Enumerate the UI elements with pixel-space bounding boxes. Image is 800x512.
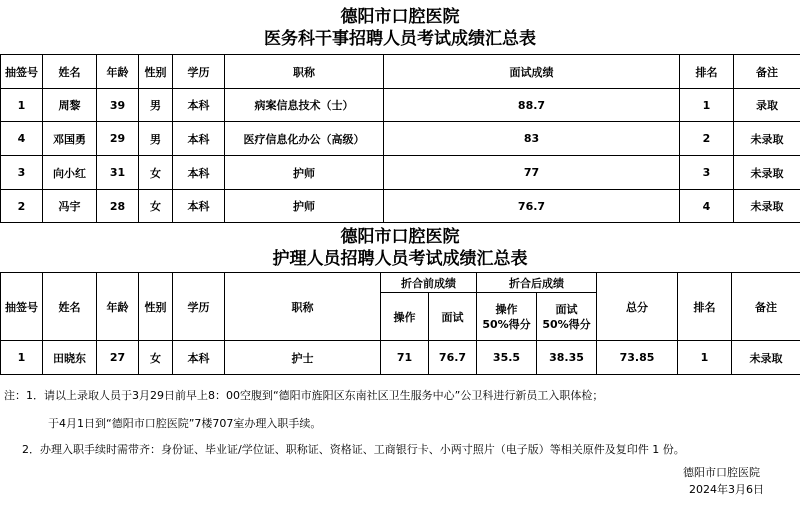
t2-h-sex: 性别 xyxy=(139,273,173,341)
cell: 29 xyxy=(97,122,139,156)
cell: 27 xyxy=(97,341,139,375)
t2-h-op50: 操作 50%得分 xyxy=(477,293,537,341)
t2-h-rank: 排名 xyxy=(678,273,732,341)
t2-h-op: 操作 xyxy=(381,293,429,341)
cell: 周黎 xyxy=(43,89,97,122)
cell: 女 xyxy=(139,156,173,190)
cell: 4 xyxy=(1,122,43,156)
cell: 男 xyxy=(139,122,173,156)
cell: 3 xyxy=(680,156,734,190)
cell: 护师 xyxy=(225,156,384,190)
cell: 1 xyxy=(1,341,43,375)
t2-h-age: 年龄 xyxy=(97,273,139,341)
title1-line2: 医务科干事招聘人员考试成绩汇总表 xyxy=(264,29,536,49)
cell: 邓国勇 xyxy=(43,122,97,156)
cell: 田晓东 xyxy=(43,341,97,375)
cell: 1 xyxy=(680,89,734,122)
table1-header-row xyxy=(1,55,800,89)
table2-header-row-1 xyxy=(1,273,800,293)
cell: 男 xyxy=(139,89,173,122)
table-row xyxy=(1,341,800,375)
t2-h-title: 职称 xyxy=(225,273,381,341)
table-row xyxy=(1,190,800,223)
note-1b: 于4月1日到“德阳市口腔医院”7楼707室办理入职手续。 xyxy=(48,417,322,430)
table-row xyxy=(1,89,800,122)
cell: 医疗信息化办公（高级） xyxy=(225,122,384,156)
cell: 本科 xyxy=(173,122,225,156)
cell: 女 xyxy=(139,341,173,375)
cell: 83 xyxy=(384,122,680,156)
t2-h-iv50: 面试 50%得分 xyxy=(537,293,597,341)
cell: 护士 xyxy=(225,341,381,375)
cell: 未录取 xyxy=(732,341,800,375)
t1-h-draw: 抽签号 xyxy=(1,55,43,89)
cell: 冯宇 xyxy=(43,190,97,223)
cell: 未录取 xyxy=(734,190,800,223)
table-row xyxy=(1,156,800,190)
t2-h-before: 折合前成绩 xyxy=(381,273,477,293)
cell: 35.5 xyxy=(477,341,537,375)
t2-h-draw: 抽签号 xyxy=(1,273,43,341)
cell: 39 xyxy=(97,89,139,122)
note-1: 注：1．请以上录取人员于3月29日前早上8：00空腹到“德阳市旌阳区东南社区卫生服务中心”公卫科进行新员工入职体检； xyxy=(4,389,604,402)
title1-line1: 德阳市口腔医院 xyxy=(340,7,460,27)
cell: 76.7 xyxy=(384,190,680,223)
cell: 2 xyxy=(680,122,734,156)
title2-line1: 德阳市口腔医院 xyxy=(340,227,460,247)
t1-h-age: 年龄 xyxy=(97,55,139,89)
cell: 未录取 xyxy=(734,156,800,190)
cell: 1 xyxy=(678,341,732,375)
cell: 病案信息技术（士） xyxy=(225,89,384,122)
cell: 28 xyxy=(97,190,139,223)
cell: 73.85 xyxy=(597,341,678,375)
cell: 31 xyxy=(97,156,139,190)
t1-h-rank: 排名 xyxy=(680,55,734,89)
t2-h-edu: 学历 xyxy=(173,273,225,341)
cell: 77 xyxy=(384,156,680,190)
t2-h-after: 折合后成绩 xyxy=(477,273,597,293)
note-2: 2．办理入职手续时需带齐：身份证、毕业证/学位证、职称证、资格证、工商银行卡、小两寸照片（电子版）等相关原件及复印件 1 份。 xyxy=(22,443,685,456)
t2-h-total: 总分 xyxy=(597,273,678,341)
cell: 1 xyxy=(1,89,43,122)
t1-h-sex: 性别 xyxy=(139,55,173,89)
cell: 本科 xyxy=(173,156,225,190)
cell: 录取 xyxy=(734,89,800,122)
t2-h-iv: 面试 xyxy=(429,293,477,341)
t1-h-edu: 学历 xyxy=(173,55,225,89)
table-medical-staff xyxy=(0,54,800,223)
t1-h-remark: 备注 xyxy=(734,55,800,89)
signature-date: 2024年3月6日 xyxy=(689,483,764,496)
cell: 76.7 xyxy=(429,341,477,375)
t1-h-name: 姓名 xyxy=(43,55,97,89)
t1-h-interview: 面试成绩 xyxy=(384,55,680,89)
cell: 护师 xyxy=(225,190,384,223)
cell: 女 xyxy=(139,190,173,223)
cell: 本科 xyxy=(173,341,225,375)
t2-h-remark: 备注 xyxy=(732,273,800,341)
cell: 本科 xyxy=(173,190,225,223)
signature-org: 德阳市口腔医院 xyxy=(683,466,760,479)
cell: 2 xyxy=(1,190,43,223)
cell: 71 xyxy=(381,341,429,375)
table-row xyxy=(1,122,800,156)
cell: 88.7 xyxy=(384,89,680,122)
cell: 未录取 xyxy=(734,122,800,156)
cell: 38.35 xyxy=(537,341,597,375)
t2-h-name: 姓名 xyxy=(43,273,97,341)
t1-h-title: 职称 xyxy=(225,55,384,89)
cell: 4 xyxy=(680,190,734,223)
cell: 3 xyxy=(1,156,43,190)
title2-line2: 护理人员招聘人员考试成绩汇总表 xyxy=(272,249,528,269)
cell: 向小红 xyxy=(43,156,97,190)
cell: 本科 xyxy=(173,89,225,122)
table-nursing-staff xyxy=(0,272,800,375)
